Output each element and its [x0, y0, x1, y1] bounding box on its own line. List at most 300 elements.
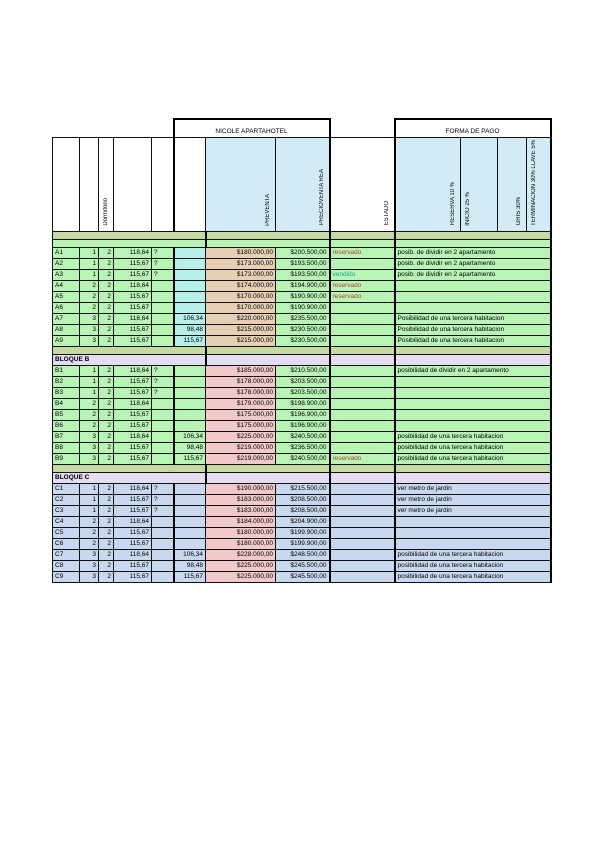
unit-precioventa: $200.500,00: [276, 248, 330, 259]
unit-floor: 3: [80, 443, 99, 454]
unit-id: C9: [53, 572, 80, 583]
unit-floor: 2: [80, 303, 99, 314]
unit-extra-area: 98,48: [174, 561, 206, 572]
unit-estado: [330, 550, 395, 561]
unit-question-mark: ?: [152, 506, 174, 517]
header-reserva-label: RESERVA 10 %: [450, 182, 456, 226]
unit-estado: [330, 517, 395, 528]
unit-floor: 1: [80, 506, 99, 517]
spacer-cell: [395, 240, 551, 248]
unit-note: posib. de dividir en 2 apartamento: [395, 270, 551, 281]
unit-question-mark: [152, 336, 174, 347]
unit-note: [395, 421, 551, 432]
separator-cell: [330, 347, 395, 355]
unit-preventa: $170.000,00: [206, 303, 276, 314]
unit-area: 118,64: [114, 281, 152, 292]
spacer-cell: [53, 240, 206, 248]
unit-question-mark: [152, 281, 174, 292]
unit-extra-area: [174, 366, 206, 377]
unit-id: A6: [53, 303, 80, 314]
unit-dormitorio: 2: [99, 366, 114, 377]
unit-precioventa: $190.900,00: [276, 303, 330, 314]
unit-estado: [330, 506, 395, 517]
header-gris-label: GRIS 30%: [516, 197, 522, 226]
unit-question-mark: ?: [152, 259, 174, 270]
unit-note: posibilidad de dividir en 2 apartamento: [395, 366, 551, 377]
unit-dormitorio: 2: [99, 561, 114, 572]
unit-dormitorio: 2: [99, 443, 114, 454]
unit-area: 118,64: [114, 366, 152, 377]
unit-area: 115,67: [114, 303, 152, 314]
unit-floor: 1: [80, 270, 99, 281]
unit-floor: 1: [80, 259, 99, 270]
unit-dormitorio: 2: [99, 432, 114, 443]
unit-precioventa: $193.500,00: [276, 270, 330, 281]
unit-precioventa: $199.900,00: [276, 528, 330, 539]
unit-preventa: $175.000,00: [206, 421, 276, 432]
unit-precioventa: $208.500,00: [276, 506, 330, 517]
block-title-fill: [206, 473, 330, 484]
unit-preventa: $183.000,00: [206, 495, 276, 506]
unit-preventa: $228.000,00: [206, 550, 276, 561]
header-cell: [53, 137, 80, 232]
header-reserva: [395, 137, 461, 232]
unit-precioventa: $208.500,00: [276, 495, 330, 506]
unit-preventa: $170.000,00: [206, 292, 276, 303]
block-title-fill: [395, 355, 551, 366]
header-dormitorio: [99, 137, 114, 232]
unit-preventa: $225.000,00: [206, 432, 276, 443]
unit-estado: reservado: [330, 292, 395, 303]
block-title-row: [53, 355, 551, 366]
unit-question-mark: [152, 410, 174, 421]
unit-preventa: $178.000,00: [206, 388, 276, 399]
unit-extra-area: 115,67: [174, 336, 206, 347]
unit-note: posibilidad de una tercera habitacion: [395, 572, 551, 583]
unit-precioventa: $190.900,00: [276, 292, 330, 303]
block-title: BLOQUE B: [53, 355, 206, 366]
unit-extra-area: [174, 270, 206, 281]
unit-preventa: $225.000,00: [206, 561, 276, 572]
unit-area: 118,64: [114, 517, 152, 528]
unit-id: C5: [53, 528, 80, 539]
unit-preventa: $219.000,00: [206, 454, 276, 465]
unit-estado: [330, 399, 395, 410]
header-estado-label: ESTADO: [383, 201, 390, 226]
unit-dormitorio: 2: [99, 506, 114, 517]
unit-question-mark: [152, 399, 174, 410]
block-title-fill: [206, 355, 330, 366]
unit-extra-area: [174, 377, 206, 388]
unit-row: [53, 454, 551, 465]
unit-preventa: $190.000,00: [206, 484, 276, 495]
sheet-title: NICOLE APARTAHOTEL: [174, 119, 330, 137]
unit-extra-area: [174, 495, 206, 506]
unit-note: [395, 292, 551, 303]
unit-area: 115,67: [114, 292, 152, 303]
unit-precioventa: $215.500,00: [276, 484, 330, 495]
unit-question-mark: [152, 421, 174, 432]
unit-id: C4: [53, 517, 80, 528]
unit-extra-area: 98,48: [174, 325, 206, 336]
unit-row: [53, 550, 551, 561]
unit-extra-area: [174, 292, 206, 303]
unit-id: C8: [53, 561, 80, 572]
unit-precioventa: $245.500,00: [276, 572, 330, 583]
unit-question-mark: [152, 539, 174, 550]
unit-precioventa: $199.900,00: [276, 539, 330, 550]
unit-estado: [330, 303, 395, 314]
unit-row: [53, 366, 551, 377]
unit-row: [53, 248, 551, 259]
unit-precioventa: $203.500,00: [276, 388, 330, 399]
unit-dormitorio: 2: [99, 303, 114, 314]
unit-floor: 3: [80, 454, 99, 465]
separator-cell: [206, 232, 330, 240]
spacer-row: [53, 240, 551, 248]
unit-question-mark: [152, 325, 174, 336]
unit-preventa: $219.000,00: [206, 443, 276, 454]
unit-area: 118,64: [114, 399, 152, 410]
unit-estado: [330, 528, 395, 539]
unit-note: posib. de dividir en 2 apartamento: [395, 259, 551, 270]
header-inicio-label: INICIO 25 %: [465, 191, 471, 226]
unit-dormitorio: 2: [99, 421, 114, 432]
unit-extra-area: [174, 303, 206, 314]
unit-dormitorio: 2: [99, 336, 114, 347]
unit-id: C1: [53, 484, 80, 495]
unit-dormitorio: 2: [99, 399, 114, 410]
unit-floor: 3: [80, 432, 99, 443]
unit-dormitorio: 2: [99, 270, 114, 281]
unit-floor: 3: [80, 561, 99, 572]
unit-note: ver metro de jardin: [395, 484, 551, 495]
unit-floor: 2: [80, 528, 99, 539]
unit-dormitorio: 2: [99, 528, 114, 539]
unit-precioventa: $230.500,00: [276, 325, 330, 336]
unit-id: B6: [53, 421, 80, 432]
unit-estado: [330, 314, 395, 325]
unit-preventa: $175.000,00: [206, 410, 276, 421]
unit-question-mark: ?: [152, 270, 174, 281]
block-title: BLOQUE C: [53, 473, 206, 484]
block-title-row: [53, 473, 551, 484]
unit-area: 115,67: [114, 454, 152, 465]
header-dormitorio-label: Dormitorio: [103, 197, 109, 226]
unit-extra-area: [174, 506, 206, 517]
unit-preventa: $183.000,00: [206, 506, 276, 517]
unit-floor: 2: [80, 410, 99, 421]
unit-row: [53, 388, 551, 399]
unit-floor: 3: [80, 550, 99, 561]
spacer-cell: [206, 240, 330, 248]
unit-area: 115,67: [114, 506, 152, 517]
unit-extra-area: 115,67: [174, 454, 206, 465]
unit-question-mark: ?: [152, 484, 174, 495]
unit-row: [53, 432, 551, 443]
unit-extra-area: [174, 281, 206, 292]
unit-id: B7: [53, 432, 80, 443]
unit-area: 118,64: [114, 314, 152, 325]
unit-extra-area: 106,34: [174, 550, 206, 561]
unit-estado: [330, 443, 395, 454]
unit-question-mark: [152, 550, 174, 561]
unit-preventa: $174.000,00: [206, 281, 276, 292]
unit-extra-area: [174, 259, 206, 270]
blank-title-space: [53, 119, 174, 137]
unit-row: [53, 325, 551, 336]
unit-floor: 1: [80, 248, 99, 259]
unit-area: 115,67: [114, 495, 152, 506]
unit-question-mark: [152, 314, 174, 325]
unit-floor: 2: [80, 292, 99, 303]
unit-area: 115,67: [114, 259, 152, 270]
unit-area: 118,64: [114, 432, 152, 443]
unit-precioventa: $210.500,00: [276, 366, 330, 377]
unit-area: 118,64: [114, 484, 152, 495]
header-estado: [330, 137, 395, 232]
unit-id: B1: [53, 366, 80, 377]
unit-question-mark: [152, 303, 174, 314]
unit-estado: [330, 259, 395, 270]
unit-question-mark: [152, 528, 174, 539]
unit-extra-area: [174, 388, 206, 399]
unit-row: [53, 410, 551, 421]
unit-extra-area: 106,34: [174, 432, 206, 443]
unit-preventa: $178.000,00: [206, 377, 276, 388]
unit-dormitorio: 2: [99, 454, 114, 465]
unit-note: Posibilidad de una tercera habitacion: [395, 325, 551, 336]
separator-cell: [53, 347, 206, 355]
unit-question-mark: [152, 517, 174, 528]
unit-question-mark: [152, 292, 174, 303]
unit-area: 115,67: [114, 388, 152, 399]
unit-row: [53, 517, 551, 528]
unit-id: B4: [53, 399, 80, 410]
unit-row: [53, 399, 551, 410]
unit-preventa: $185.000,00: [206, 366, 276, 377]
unit-preventa: $180.000,00: [206, 539, 276, 550]
unit-row: [53, 314, 551, 325]
unit-preventa: $173.000,00: [206, 270, 276, 281]
header-precioventa: [276, 137, 330, 232]
unit-id: C6: [53, 539, 80, 550]
block-title-fill: [330, 473, 395, 484]
unit-note: posibilidad de una tercera habitacion: [395, 561, 551, 572]
unit-floor: 1: [80, 484, 99, 495]
unit-dormitorio: 2: [99, 495, 114, 506]
unit-question-mark: ?: [152, 377, 174, 388]
unit-note: [395, 377, 551, 388]
unit-precioventa: $240.500,00: [276, 454, 330, 465]
unit-question-mark: ?: [152, 388, 174, 399]
unit-note: [395, 281, 551, 292]
unit-area: 115,67: [114, 528, 152, 539]
unit-dormitorio: 2: [99, 259, 114, 270]
unit-floor: 1: [80, 495, 99, 506]
price-table: [52, 118, 552, 583]
unit-preventa: $220.000,00: [206, 314, 276, 325]
header-cell: [114, 137, 152, 232]
separator-cell: [395, 232, 551, 240]
unit-estado: [330, 561, 395, 572]
unit-question-mark: [152, 561, 174, 572]
header-cell: [80, 137, 99, 232]
unit-dormitorio: 2: [99, 484, 114, 495]
header-cell: [174, 137, 206, 232]
unit-id: A4: [53, 281, 80, 292]
unit-area: 118,64: [114, 248, 152, 259]
unit-row: [53, 259, 551, 270]
unit-estado: [330, 572, 395, 583]
unit-preventa: $184.000,00: [206, 517, 276, 528]
unit-extra-area: [174, 399, 206, 410]
unit-extra-area: [174, 410, 206, 421]
unit-note: posib. de dividir en 2 apartamento: [395, 248, 551, 259]
separator-cell: [395, 465, 551, 473]
unit-estado: [330, 539, 395, 550]
unit-row: [53, 572, 551, 583]
unit-precioventa: $198.900,00: [276, 399, 330, 410]
unit-estado: [330, 366, 395, 377]
unit-dormitorio: 2: [99, 388, 114, 399]
unit-estado: reservado: [330, 281, 395, 292]
header-terminacion: [527, 137, 551, 232]
unit-note: [395, 388, 551, 399]
unit-row: [53, 528, 551, 539]
unit-question-mark: [152, 432, 174, 443]
unit-note: ver metro de jardin: [395, 495, 551, 506]
header-terminacion-label: TERMINACION 30% LLAVE 5%: [531, 139, 537, 226]
unit-row: [53, 377, 551, 388]
unit-note: [395, 528, 551, 539]
unit-preventa: $180.000,00: [206, 528, 276, 539]
unit-question-mark: [152, 454, 174, 465]
unit-id: C7: [53, 550, 80, 561]
unit-area: 115,67: [114, 572, 152, 583]
unit-estado: [330, 325, 395, 336]
unit-dormitorio: 2: [99, 281, 114, 292]
unit-note: [395, 410, 551, 421]
unit-preventa: $173.000,00: [206, 259, 276, 270]
block-end-separator: [53, 465, 551, 473]
unit-floor: 1: [80, 388, 99, 399]
unit-question-mark: ?: [152, 366, 174, 377]
unit-row: [53, 292, 551, 303]
unit-id: B5: [53, 410, 80, 421]
unit-area: 115,67: [114, 421, 152, 432]
unit-area: 115,67: [114, 336, 152, 347]
unit-row: [53, 281, 551, 292]
unit-row: [53, 495, 551, 506]
unit-id: A3: [53, 270, 80, 281]
unit-floor: 2: [80, 421, 99, 432]
unit-note: posibilidad de una tercera habitacion: [395, 454, 551, 465]
unit-id: C2: [53, 495, 80, 506]
unit-area: 115,67: [114, 270, 152, 281]
header-precioventa-label: PRECIOVENTA REA: [318, 169, 325, 226]
unit-id: A2: [53, 259, 80, 270]
block-title-fill: [330, 355, 395, 366]
unit-dormitorio: 2: [99, 550, 114, 561]
separator-cell: [206, 465, 330, 473]
unit-dormitorio: 2: [99, 517, 114, 528]
unit-row: [53, 270, 551, 281]
unit-question-mark: [152, 443, 174, 454]
unit-note: posibilidad de una tercera habitacion: [395, 432, 551, 443]
unit-id: A9: [53, 336, 80, 347]
unit-floor: 3: [80, 325, 99, 336]
block-title-fill: [395, 473, 551, 484]
unit-area: 115,67: [114, 443, 152, 454]
unit-floor: 3: [80, 572, 99, 583]
unit-area: 115,67: [114, 561, 152, 572]
header-inicio: [461, 137, 498, 232]
unit-row: [53, 561, 551, 572]
unit-estado: [330, 495, 395, 506]
unit-question-mark: [152, 572, 174, 583]
unit-note: ver metro de jardin: [395, 506, 551, 517]
unit-precioventa: $230.500,00: [276, 336, 330, 347]
header-preventa-label: PREVENTA: [265, 193, 271, 226]
separator-cell: [395, 347, 551, 355]
unit-area: 115,67: [114, 539, 152, 550]
unit-floor: 2: [80, 399, 99, 410]
unit-precioventa: $236.500,00: [276, 443, 330, 454]
unit-id: B3: [53, 388, 80, 399]
unit-row: [53, 539, 551, 550]
unit-area: 115,67: [114, 325, 152, 336]
unit-floor: 3: [80, 314, 99, 325]
unit-estado: vendido: [330, 270, 395, 281]
unit-id: B2: [53, 377, 80, 388]
payment-title: FORMA DE PAGO: [395, 119, 551, 137]
separator-cell: [330, 232, 395, 240]
top-separator: [53, 232, 551, 240]
unit-dormitorio: 2: [99, 248, 114, 259]
unit-floor: 2: [80, 281, 99, 292]
separator-cell: [53, 232, 206, 240]
block-end-separator: [53, 347, 551, 355]
unit-preventa: $180.000,00: [206, 248, 276, 259]
unit-precioventa: $240.500,00: [276, 432, 330, 443]
unit-extra-area: [174, 248, 206, 259]
unit-extra-area: [174, 421, 206, 432]
unit-note: [395, 517, 551, 528]
unit-question-mark: ?: [152, 495, 174, 506]
unit-dormitorio: 2: [99, 377, 114, 388]
unit-extra-area: 106,34: [174, 314, 206, 325]
header-cell: [152, 137, 174, 232]
unit-preventa: $215.000,00: [206, 336, 276, 347]
unit-floor: 3: [80, 336, 99, 347]
unit-precioventa: $245.500,00: [276, 561, 330, 572]
unit-area: 115,67: [114, 377, 152, 388]
unit-extra-area: [174, 484, 206, 495]
unit-precioventa: $204.900,00: [276, 517, 330, 528]
unit-precioventa: $235.500,00: [276, 314, 330, 325]
unit-estado: [330, 377, 395, 388]
unit-note: posibilidad de una tercera habitacion: [395, 443, 551, 454]
header-gris: [498, 137, 527, 232]
separator-cell: [206, 347, 330, 355]
unit-row: [53, 443, 551, 454]
unit-dormitorio: 2: [99, 314, 114, 325]
unit-preventa: $225.000,00: [206, 572, 276, 583]
unit-estado: [330, 336, 395, 347]
blank-title-space: [330, 119, 395, 137]
unit-id: A5: [53, 292, 80, 303]
